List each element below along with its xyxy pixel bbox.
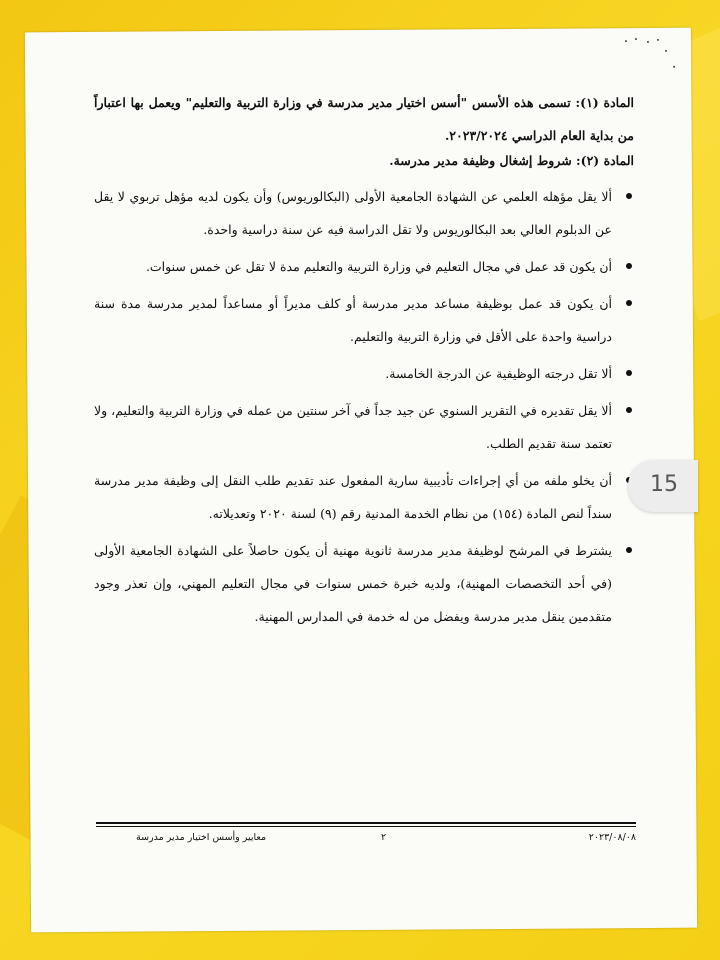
list-item — [94, 394, 634, 460]
bullet-dot-icon — [626, 263, 632, 269]
document-body — [94, 86, 634, 637]
paper-speck — [625, 40, 627, 42]
footer-date: ٢٠٢٣/٠٨/٠٨ — [588, 832, 636, 843]
list-item — [94, 180, 634, 246]
list-item — [94, 287, 634, 353]
page-indicator-number: 15 — [650, 472, 678, 497]
article-2-title: المادة (٢): شروط إشغال وظيفة مدير مدرسة. — [389, 153, 634, 168]
condition-text: أن يكون قد عمل بوظيفة مساعد مدير مدرسة أو كلف مديراً أو مساعداً لمدير مدرسة مدة سنة دراسية واحدة على الأقل في وزارة التربية والتعليم. — [94, 296, 612, 344]
condition-text: ألا يقل مؤهله العلمي عن الشهادة الجامعية الأولى (البكالوريوس) وأن يكون لديه مؤهل تربوي لا يقل عن الدبلوم العالي بعد البكالوريوس ولا تقل الدراسة فيه عن سنة دراسية واحدة. — [94, 189, 612, 237]
condition-text: ألا يقل تقديره في التقرير السنوي عن جيد جداً في آخر سنتين من عمله في وزارة التربية والتعليم، ولا تعتمد سنة تقديم الطلب. — [94, 403, 612, 451]
paper-speck — [647, 41, 649, 43]
page-footer — [96, 830, 636, 850]
condition-text: ألا تقل درجته الوظيفية عن الدرجة الخامسة. — [385, 366, 612, 381]
bullet-dot-icon — [626, 547, 632, 553]
bullet-dot-icon — [626, 407, 632, 413]
footer-rule — [96, 822, 636, 824]
article-1: المادة (١): تسمى هذه الأسس "أسس اختيار مدير مدرسة في وزارة التربية والتعليم" ويعمل بها اعتباراً من بداية العام الدراسي ٢٠٢٣/٢٠٢٤. — [94, 95, 634, 143]
footer-rule-thin — [96, 826, 636, 827]
page-indicator-badge[interactable] — [628, 460, 698, 512]
list-item — [94, 464, 634, 530]
condition-text: أن يخلو ملفه من أي إجراءات تأديبية سارية المفعول عند تقديم طلب النقل إلى وظيفة مدير مدرسة سنداً لنص المادة (١٥٤) من نظام الخدمة المدنية رقم (٩) لسنة ٢٠٢٠ وتعديلاته. — [94, 473, 612, 521]
condition-text: يشترط في المرشح لوظيفة مدير مدرسة ثانوية مهنية أن يكون حاصلاً على الشهادة الجامعية الأولى (في أحد التخصصات المهنية)، ولديه خبرة خمس سنوات في مجال التعليم المهني، وإن تعذر وجود متقدمين ينقل مدير مدرسة ويفضل من له خدمة في المدارس المهنية. — [94, 543, 612, 624]
bullet-dot-icon — [626, 300, 632, 306]
condition-text: أن يكون قد عمل في مجال التعليم في وزارة التربية والتعليم مدة لا تقل عن خمس سنوات. — [145, 259, 612, 274]
paper-speck — [635, 38, 637, 40]
conditions-list — [94, 180, 634, 633]
footer-title: معايير وأسس اختيار مدير مدرسة — [136, 832, 267, 843]
footer-page-number: ٢ — [381, 832, 387, 843]
list-item — [94, 357, 634, 390]
paper-speck — [673, 66, 675, 68]
list-item — [94, 534, 634, 633]
paper-speck — [665, 50, 667, 52]
bullet-dot-icon — [626, 370, 632, 376]
list-item — [94, 250, 634, 283]
bullet-dot-icon — [626, 193, 632, 199]
paper-speck — [657, 39, 659, 41]
